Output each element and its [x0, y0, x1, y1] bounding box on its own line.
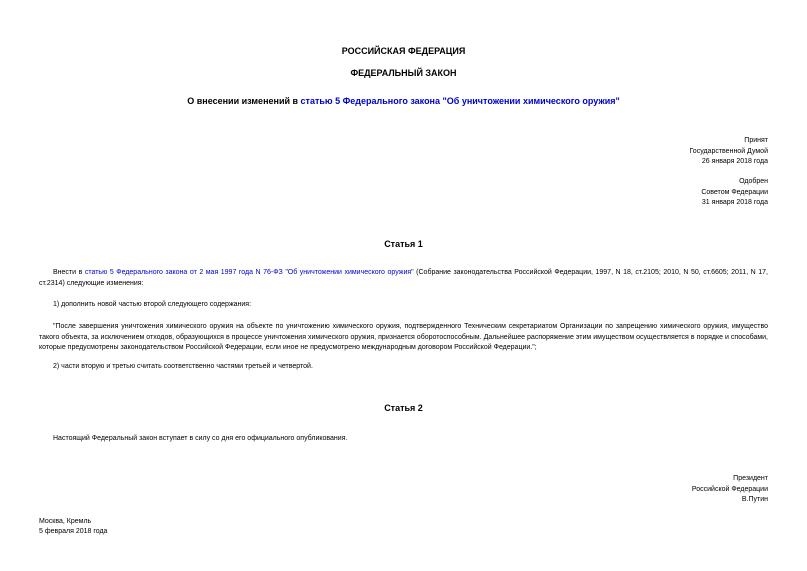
- place-block: [39, 517, 107, 537]
- approved-date: 31 января 2018 года: [701, 199, 768, 206]
- law-title-link[interactable]: статью 5 Федерального закона "Об уничтожении химического оружия": [300, 96, 620, 106]
- article1-item1: 1) дополнить новой частью второй следующего содержания:: [53, 301, 252, 308]
- article1-item2: 2) части вторую и третью считать соответственно частями третьей и четвертой.: [53, 363, 313, 370]
- law-title: [0, 96, 807, 106]
- adopted-date: 26 января 2018 года: [701, 158, 768, 165]
- adopted-by: Государственной Думой: [689, 147, 768, 155]
- place-location: Москва, Кремль: [39, 518, 92, 525]
- signature-block: [692, 474, 768, 506]
- law-title-prefix: О внесении изменений в: [187, 96, 301, 106]
- country-heading: РОССИЙСКАЯ ФЕДЕРАЦИЯ: [341, 46, 466, 56]
- article1-intro-suffix: (Собрание законодательства Российской Федерации, 1997, N 18, ст.2105; 2010, N 50, ст.6605; 2011, N 17, ст.2314) следующие изменения:: [39, 269, 768, 287]
- signature-title: Президент: [733, 475, 768, 482]
- approved-label: Одобрен: [739, 178, 768, 185]
- signature-country: Российской Федерации: [691, 485, 768, 493]
- article1-intro-prefix: Внести в: [53, 269, 85, 276]
- article1-intro: [39, 268, 768, 289]
- article1-intro-link[interactable]: статью 5 Федерального закона от 2 мая 1997 года N 76-ФЗ "Об уничтожении химического оружия": [84, 269, 414, 276]
- article2-text: Настоящий Федеральный закон вступает в силу со дня его официального опубликования.: [53, 435, 348, 442]
- signature-name: В.Путин: [741, 496, 768, 503]
- approved-block: [701, 177, 768, 209]
- place-date: 5 февраля 2018 года: [39, 528, 108, 535]
- approved-by: Советом Федерации: [701, 188, 768, 196]
- adopted-label: Принят: [744, 137, 768, 144]
- adopted-block: [689, 136, 768, 168]
- doc-type-heading: ФЕДЕРАЛЬНЫЙ ЗАКОН: [350, 68, 457, 78]
- article2-heading: Статья 2: [384, 403, 423, 413]
- article1-quote: "После завершения уничтожения химического оружия на объекте по уничтожению химического оружия, подтвержденного Техническим секретариатом Организации по запрещению химического оружия, имущество такого объекта, за исключением отходов, образующихся в процессе уничтожения химического оружия, признается оборотоспособным. Дальнейшее распоряжение этим имуществом осуществляется в порядке и способами, которые предусмотрены законодательством Российской Федерации, если иное не предусмотрено международным договором Российской Федерации.";: [39, 323, 768, 351]
- article1-heading: Статья 1: [384, 239, 423, 249]
